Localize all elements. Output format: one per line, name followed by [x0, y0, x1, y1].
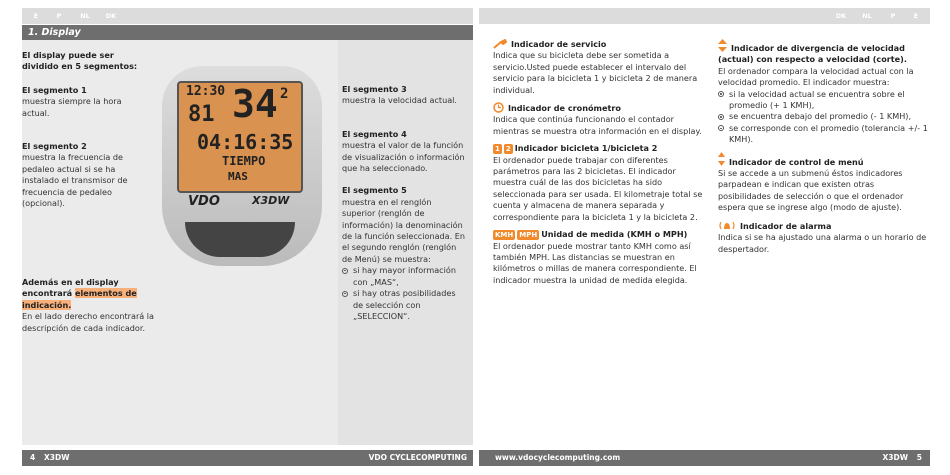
segment-4-text: muestra el valor de la función de visualización o información que ha seleccionado.: [342, 140, 465, 174]
bike-text: El ordenador puede trabajar con diferentes parámetros para las 2 bicicletas. El indicador muestra cuál de las dos bicicletas ha sido seleccionada para ser usada. El kilometraje total se cuenta y almacena de manera separada y correspondiente para la bicicleta 1 y la bicicleta 2.: [493, 154, 703, 222]
bullet-icon: [342, 291, 348, 297]
display-speed-small: 2: [280, 86, 289, 102]
list-item: se encuentra debajo del promedio (- 1 KMH),: [718, 111, 928, 122]
lang-tab: E: [33, 12, 39, 20]
service-heading: Indicador de servicio: [493, 39, 703, 50]
service-text: Indica que su bicicleta debe ser sometida a servicio.Usted puede establecer el intervalo del servicio para la bicicleta 1 y bicicleta 2 de manera individual.: [493, 50, 698, 95]
chrono-text: Indica que continúa funcionando el contador mientras se muestra otra información en el display.: [493, 114, 702, 136]
lang-tab: E: [913, 12, 919, 20]
divergence-heading: Indicador de divergencia de velocidad (actual) con respecto a velocidad (corte).: [718, 39, 928, 66]
list-item: se corresponde con el promedio (tolerancia +/- 1 KMH).: [718, 123, 928, 146]
display-time: 12:30: [186, 84, 226, 99]
footer-model-left: X3DW: [44, 453, 70, 462]
display-cadence: 81: [188, 102, 215, 127]
bullet-icon: [718, 91, 724, 97]
section-title: 1. Display: [22, 25, 473, 40]
note-text: En el lado derecho encontrará la descripción de cada indicador.: [22, 311, 155, 333]
bullet-icon: [718, 125, 724, 131]
middle-column: [342, 84, 467, 322]
chrono-heading: Indicador de cronómetro: [493, 102, 703, 114]
indicator-column-a: [493, 39, 703, 286]
lang-tab: DK: [105, 12, 117, 20]
segment-5-title: El segmento 5: [342, 185, 407, 196]
lang-tab: NL: [862, 12, 872, 20]
page-number-left: 4: [30, 453, 36, 462]
language-bar-right: [479, 8, 930, 24]
lang-tab: P: [890, 12, 896, 20]
menu-arrows-icon: [718, 151, 725, 167]
divergence-text: El ordenador compara la velocidad actual con la velocidad promedio. El indicador muestra:: [718, 65, 914, 88]
alarm-heading: Indicador de alarma: [718, 220, 928, 232]
alarm-bell-icon: [718, 220, 736, 231]
segment-1-title: El segmento 1: [22, 84, 87, 95]
bike-heading: 1 2 Indicador bicicleta 1/bicicleta 2: [495, 143, 658, 154]
list-item: si hay otras posibilidades de selección con „SELECCION“.: [342, 288, 467, 322]
segment-3-title: El segmento 3: [342, 84, 407, 94]
list-item: si la velocidad actual se encuentra sobre el promedio (+ 1 KMH),: [718, 89, 928, 112]
unit-heading: KMH MPH Unidad de medida (KMH o MPH): [495, 229, 688, 240]
segment-1-text: muestra siempre la hora actual.: [22, 96, 122, 118]
footer-right: [479, 450, 930, 466]
bullet-icon: [718, 114, 724, 120]
segment-5-text: muestra en el renglón superior (renglón de información) la denominación de la función seleccionada. En el segundo renglón (renglón de Menú) se muestra:: [342, 196, 466, 264]
lang-tab: P: [56, 12, 62, 20]
note-bold: Además en el display encontrará: [22, 277, 119, 299]
kmh-icon: KMH: [495, 231, 514, 240]
note-highlight: elementos de indicación.: [22, 288, 137, 310]
display-trip: 04:16:35: [197, 130, 294, 154]
display-line2: MAS: [228, 170, 248, 183]
footer-brand: VDO CYCLECOMPUTING: [368, 453, 467, 462]
menu-text: Si se accede a un submenú éstos indicadores parpadean e indican que existen otras posibilidades de selección o que el ordenador espera que se ingrese algo (modo de ajuste).: [718, 168, 904, 213]
segment-2-title: El segmento 2: [22, 141, 87, 152]
segment-2-text: muestra la frecuencia de pedaleo actual si se ha instalado el transmisor de frecuencia de pedaleo (opcional).: [22, 152, 128, 209]
lang-tab: DK: [835, 12, 847, 20]
wrench-icon: [493, 39, 507, 49]
bike-1-icon: 1: [495, 145, 500, 154]
left-column: [22, 50, 147, 209]
bike-2-icon: 2: [505, 145, 511, 154]
footer-url[interactable]: www.vdocyclecomputing.com: [495, 453, 621, 462]
footer-model-right: X3DW: [882, 453, 908, 462]
intro-text: El display puede ser dividido en 5 segmentos:: [22, 50, 138, 72]
indicator-note: [22, 277, 162, 334]
unit-text: El ordenador puede mostrar tanto KMH como así también MPH. Las distancias se muestran en kilómetros o millas de manera correspondiente. El indicador muestra la unidad de medida elegida.: [493, 240, 697, 285]
stopwatch-icon: [493, 102, 504, 113]
language-bar-left: [22, 8, 473, 24]
indicator-column-b: [718, 39, 928, 255]
alarm-text: Indica si se ha ajustado una alarma o un horario de despertador.: [718, 232, 927, 254]
display-line1: TIEMPO: [222, 154, 266, 168]
up-down-arrows-icon: [718, 39, 727, 53]
display-speed: 34: [232, 82, 278, 126]
list-item: si hay mayor información con „MAS“,: [342, 265, 467, 288]
page-number-right: 5: [916, 453, 922, 462]
mph-icon: MPH: [519, 231, 538, 240]
menu-heading: Indicador de control de menú: [718, 151, 928, 168]
device-model: X3DW: [252, 194, 290, 207]
lang-tab: NL: [80, 12, 90, 20]
device-brand: VDO: [188, 194, 220, 209]
segment-4-title: El segmento 4: [342, 128, 407, 139]
footer-left: [22, 450, 473, 466]
segment-3-text: muestra la velocidad actual.: [342, 95, 457, 106]
bullet-icon: [342, 268, 348, 274]
